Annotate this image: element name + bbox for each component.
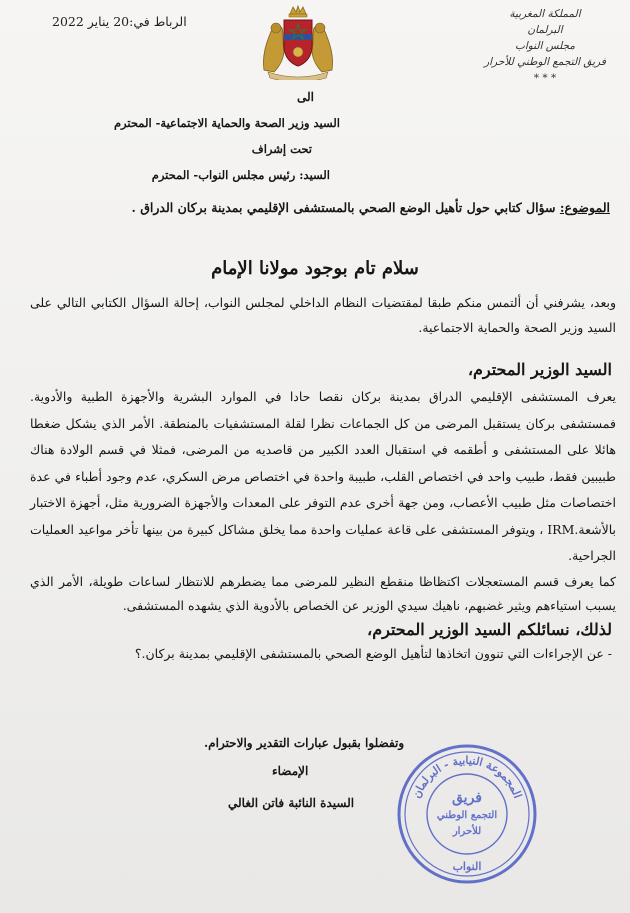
letterhead-line: فريق التجمع الوطني للأحرار: [484, 56, 606, 68]
letterhead-line: البرلمان: [527, 24, 563, 36]
subject-text: سؤال كتابي حول تأهيل الوضع الصحي بالمستشفى الإقليمي بمدينة بركان الدراق .: [131, 200, 556, 215]
letterhead-line: * * *: [533, 72, 557, 84]
addressee-supervisor: السيد: رئيس مجلس النواب- المحترم: [151, 168, 330, 182]
letterhead-line: مجلس النواب: [514, 40, 576, 52]
stamp-outer-text: المجموعة النيابية - البرلمان: [409, 753, 525, 801]
group-ink-stamp: [395, 742, 539, 886]
closing-regards: وتفضلوا بقبول عبارات التقدير والاحترام.: [204, 736, 405, 750]
signatory-name: السيدة النائبة فاتن الغالي: [228, 796, 355, 810]
greeting: سلام تام بوجود مولانا الإمام: [211, 258, 419, 279]
letterhead-line: المملكة المغربية: [509, 8, 581, 20]
coat-of-arms-logo: [256, 4, 340, 80]
addressee-to: الى: [297, 90, 314, 104]
addressee-under: تحت إشراف: [251, 142, 312, 156]
stamp-inner-line-3: للأحرار: [452, 826, 482, 837]
signature-label: الإمضاء: [272, 764, 309, 778]
minister-heading: السيد الوزير المحترم،: [467, 360, 612, 379]
letter-date: الرباط في:20 يناير 2022: [52, 14, 187, 29]
letterhead-block: [470, 6, 620, 86]
body-paragraph-1: يعرف المستشفى الإقليمي الدراق بمدينة بركان نقصا حادا في الموارد البشرية والأجهزة الطبية والأدوية. فمستشفى بركان يستقبل المرضى من كل الجماعات نظرا لقلة المستشفيات بالمنطقة. الأمر الذي يشكل ضغطا هائلا على المستشفى و أطقمه في استقبال العدد الكبير من قاصديه من المرضى، فمثلا في قسم الولادة هناك طبيبين فقط، طبيب واحد في اختصاص القلب، طبيبة واحدة في اختصاص مرض السكري، عدم وجود أطباء في عدة اختصاصات مثل طبيب الأعصاب، ومن جهة أخرى عدم التوفر على المعدات والأجهزة الضرورية مثل، أجهزة الاختبار بالأشعة.IRM ، ويتوفر المستشفى على قاعة عمليات واحدة مما يخلق مشاكل كبيرة من بينها تأخر مواعيد العمليات الجراحية.: [30, 389, 616, 563]
stamp-bottom-text: النواب: [452, 860, 482, 873]
subject-label: الموضوع:: [559, 200, 610, 215]
addressee-recipient: السيد وزير الصحة والحماية الاجتماعية- المحترم: [113, 116, 340, 130]
stamp-inner-line-2: التجمع الوطني: [436, 810, 498, 821]
intro-paragraph: وبعد، يشرفني أن ألتمس منكم طبقا لمقتضيات النظام الداخلي لمجلس النواب، إحالة السؤال الكتابي التالي على السيد وزير الصحة والحماية الاجتماعية.: [30, 295, 616, 335]
stamp-inner-line-1: فريق: [452, 790, 482, 806]
body-paragraph-2: كما يعرف قسم المستعجلات اكتظاظا منقطع النظير للمرضى مما يضطرهم للانتظار لساعات طويلة، الأمر الذي يسبب استياءهم ويثير غضبهم، ناهيك سيدي الوزير عن الخصاص بالأدوية الذي يشهده المستشفى.: [30, 574, 616, 613]
question-heading: لذلك، نسائلكم السيد الوزير المحترم،: [367, 620, 612, 639]
subject-line: [130, 200, 610, 215]
question-text: - عن الإجراءات التي تنوون اتخاذها لتأهيل الوضع الصحي بالمستشفى الإقليمي بمدينة بركان.؟: [134, 646, 612, 661]
